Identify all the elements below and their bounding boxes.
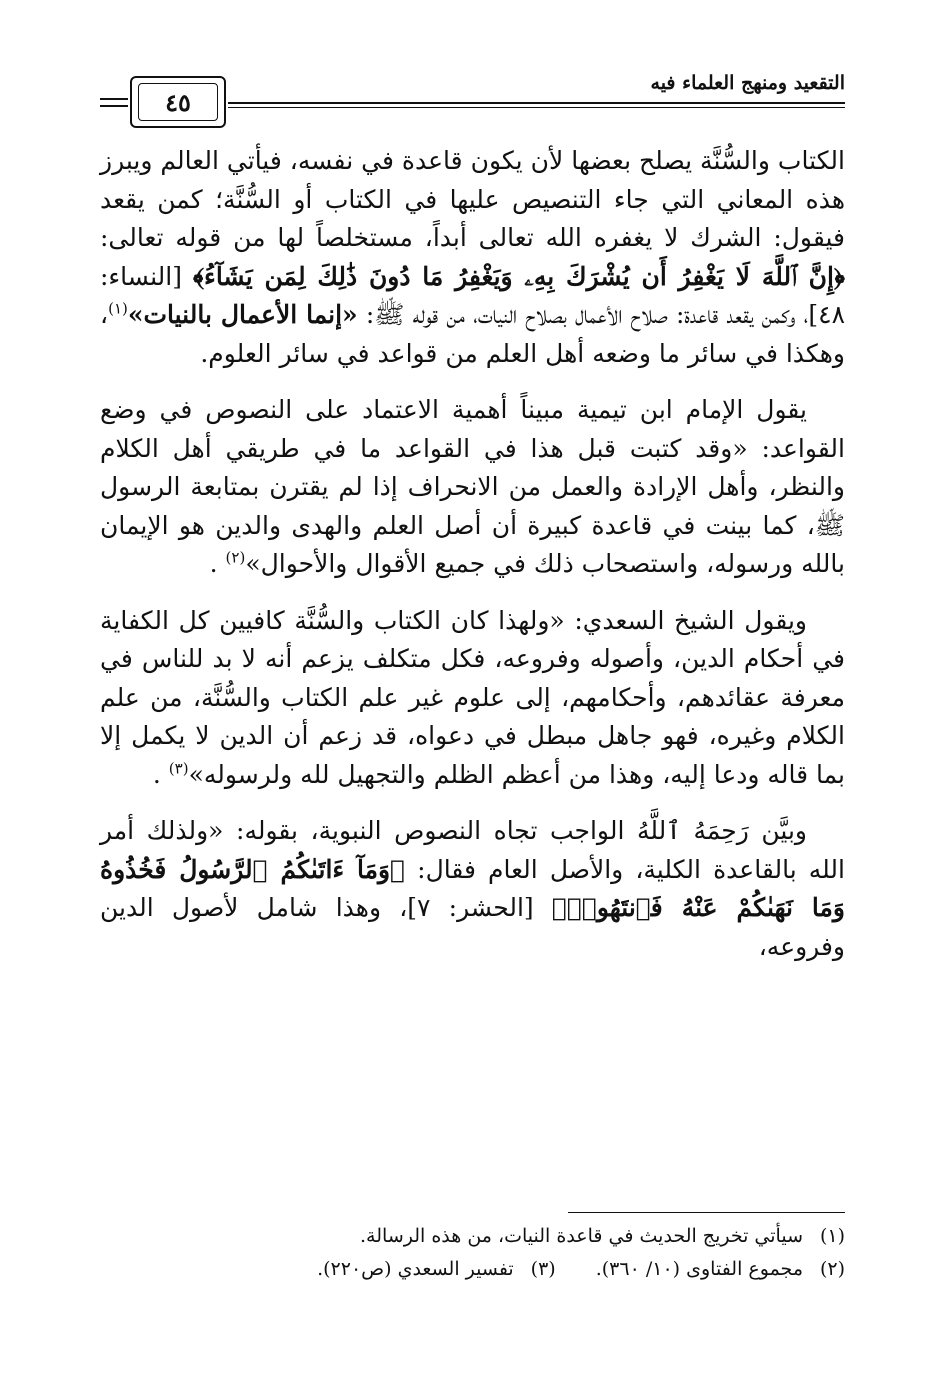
footnote-ref-1[interactable]: (١) (108, 299, 128, 318)
text-run: ويقول الشيخ السعدي: «ولهذا كان الكتاب والسُّنَّة كافيين كل الكفاية في أحكام الدين، وأصوله وفروعه، فكل متكلف يزعم أنه لا بد للناس في معرفة عقائدهم، وأحكامهم، إلى علوم غير علم الكتاب والسُّنَّة، من علم الكلام وغيره، فهو جاهل مبطل في دعواه، قد زعم أن الدين لا يكمل إلا بما قاله ودعا إليه، وهذا من أعظم الظلم والتجهيل لله ولرسوله» (100, 605, 845, 789)
footnote-separator (568, 1212, 845, 1213)
header-rule-thin (228, 107, 845, 108)
text-run: ، وهكذا في سائر ما وضعه أهل العلم من قواعد في سائر العلوم. (100, 300, 845, 368)
text-run: يقول الإمام ابن تيمية مبيناً أهمية الاعتماد على النصوص في وضع القواعد: «وقد كتبت قبل هذا في القواعد ما في طريقي أهل الكلام والنظر، وأهل الإرادة والعمل من الانحراف إذا لم يقترن بمتابعة الرسول ﷺ، كما بينت في قاعدة كبيرة أن أصل العلم والهدى والدين هو الإيمان بالله ورسوله، واستصحاب ذلك في جميع الأقوال والأحوال» (100, 395, 845, 578)
main-text (100, 142, 845, 984)
footnote-text: تفسير السعدي (ص٢٢٠). (317, 1258, 514, 1280)
hadith-quote: «إنما الأعمال بالنيات» (127, 300, 358, 329)
footnote-2-3 (100, 1253, 845, 1286)
header-rule (228, 102, 845, 104)
paragraph-1 (100, 142, 845, 373)
text-run: [الحشر: ٧]، وهذا شامل لأصول الدين وفروعه، (100, 893, 845, 961)
footnote-text: سيأتي تخريج الحديث في قاعدة النيات، من هذه الرسالة. (360, 1225, 803, 1247)
paragraph-2 (100, 391, 845, 584)
running-title: التقعيد ومنهج العلماء فيه (650, 72, 845, 94)
text-run: . (152, 759, 169, 789)
text-run: [النساء: ٤٨]، وكمن يقعد قاعدة: صلاح الأعمال بصلاح النيات، من قوله ﷺ: (100, 261, 845, 329)
footnotes (100, 1220, 845, 1286)
footnote-number: (٢) (819, 1258, 845, 1280)
text-run: . (209, 549, 226, 578)
paragraph-3 (100, 602, 845, 795)
footnote-ref-2[interactable]: (٢) (225, 548, 246, 567)
quran-verse: ﴿وَمَآ ءَاتَىٰكُمُ ٱلرَّسُولُ فَخُذُوهُ وَمَا نَهَىٰكُمْ عَنْهُ فَٱنتَهُوا۟﴾ (100, 854, 845, 922)
footnote-ref-3[interactable]: (٣) (168, 759, 189, 778)
left-rule-lower (100, 105, 128, 107)
paragraph-4 (100, 812, 845, 966)
footnote-number: (٣) (530, 1258, 556, 1280)
page-number: ٤٥ (138, 83, 218, 121)
page-header (100, 62, 845, 132)
left-rule (100, 98, 128, 100)
footnote-1 (100, 1220, 845, 1253)
footnote-text: مجموع الفتاوى (١٠/ ٣٦٠). (595, 1258, 803, 1280)
page-number-frame (130, 76, 226, 128)
text-run: الكتاب والسُّنَّة يصلح بعضها لأن يكون قاعدة في نفسه، فيأتي العالم ويبرز هذه المعاني التي جاء التنصيص عليها في الكتاب أو السُّنَّة؛ كمن يقعد فيقول: الشرك لا يغفره الله تعالى أبداً، مستخلصاً لها من قوله تعالى: (100, 146, 845, 252)
quran-verse: ﴿إِنَّ ٱللَّهَ لَا يَغْفِرُ أَن يُشْرَكَ بِهِۦ وَيَغْفِرُ مَا دُونَ ذَٰلِكَ لِمَن يَشَآءُ﴾ (192, 261, 846, 291)
footnote-number: (١) (819, 1225, 845, 1247)
text-run: وبيَّن رَحِمَهُ ٱللَّهُ الواجب تجاه النصوص النبوية، بقوله: «ولذلك أمر الله بالقاعدة الكلية، والأصل العام فقال: (100, 816, 845, 884)
